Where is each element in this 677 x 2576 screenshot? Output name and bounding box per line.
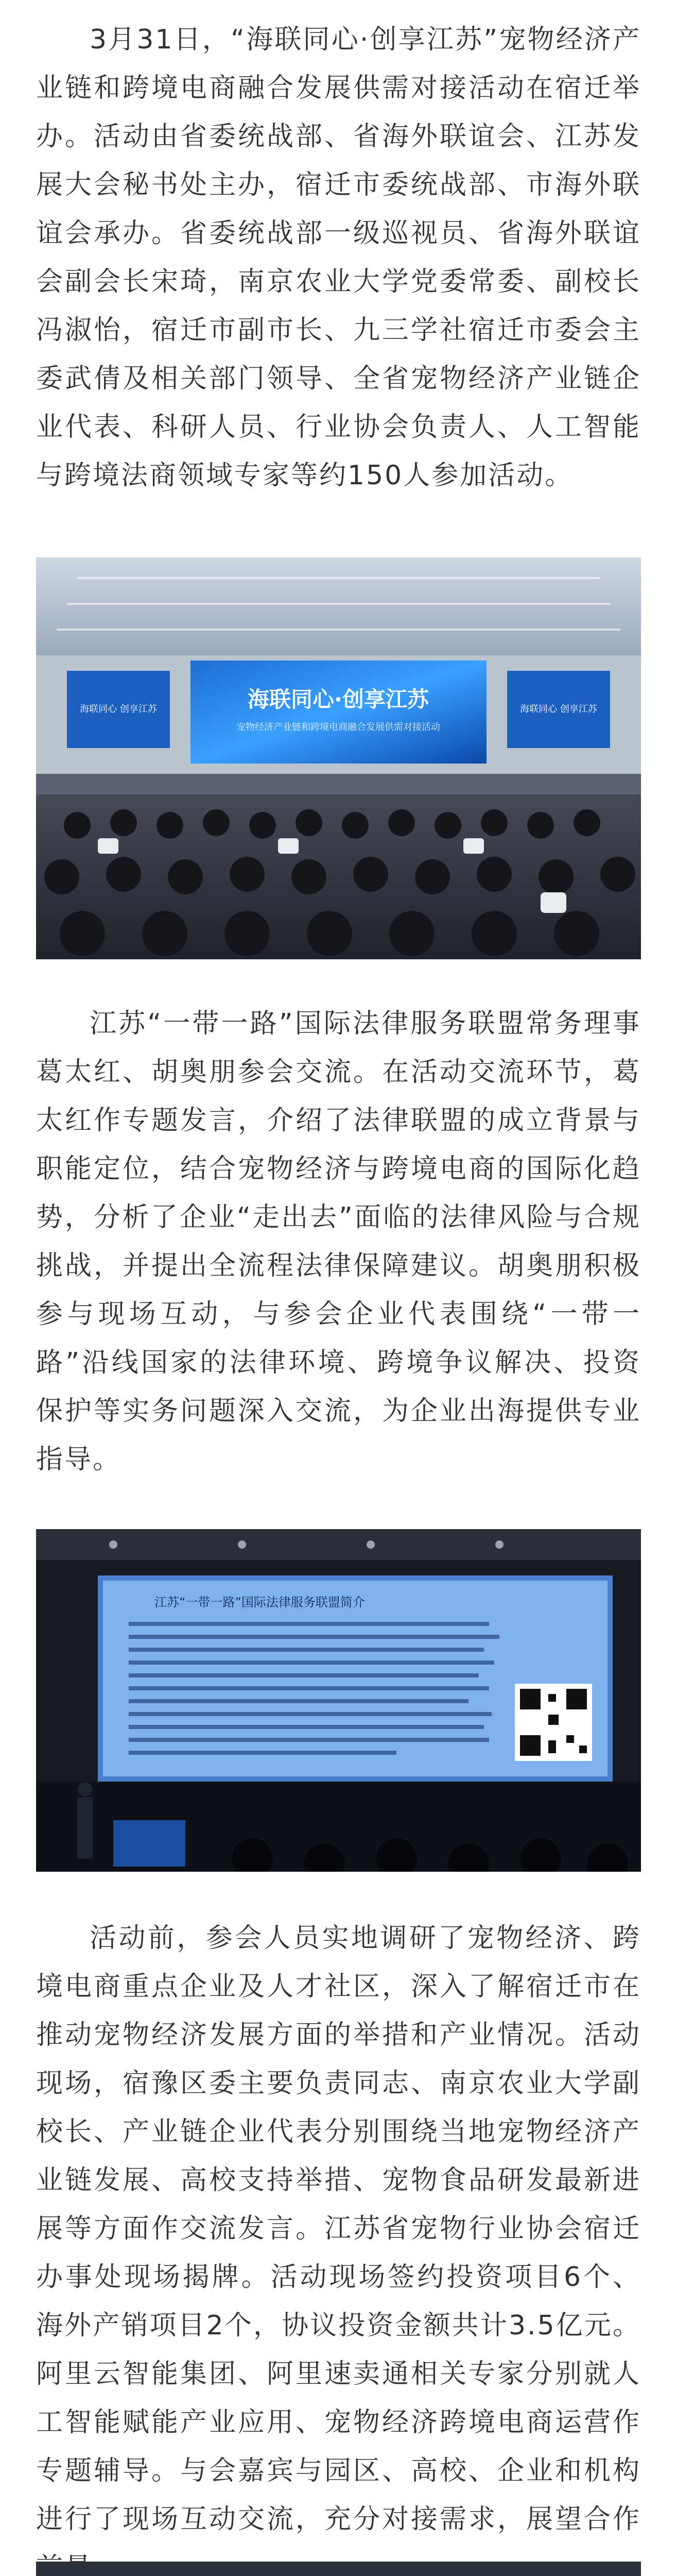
presentation-screen-photo bbox=[36, 1529, 641, 1872]
event-hall-photo bbox=[36, 557, 641, 959]
side-screen-right-text: 海联同心 创享江苏 bbox=[520, 704, 597, 715]
banner-subtitle: 宠物经济产业链和跨境电商融合发展供需对接活动 bbox=[236, 722, 440, 733]
city-model-photo bbox=[36, 2562, 641, 2576]
banner-title: 海联同心·创享江苏 bbox=[248, 687, 429, 712]
side-screen-left-text: 海联同心 创享江苏 bbox=[80, 704, 157, 715]
paragraph-intro: 3月31日，“海联同心·创享江苏”宠物经济产业链和跨境电商融合发展供需对接活动在宿迁举办。活动由省委统战部、省海外联谊会、江苏发展大会秘书处主办，宿迁市委统战部、市海外联谊会承办。省委统战部一级巡视员、省海外联谊会副会长宋琦，南京农业大学党委常委、副校长冯淑怡，宿迁市副市长、九三学社宿迁市委会主委武倩及相关部门领导、全省宠物经济产业链企业代表、科研人员、行业协会负责人、人工智能与跨境法商领域专家等约150人参加活动。 bbox=[36, 24, 641, 491]
slide-title: 江苏“一带一路”国际法律服务联盟简介 bbox=[154, 1595, 365, 1609]
paragraph-activities: 活动前，参会人员实地调研了宠物经济、跨境电商重点企业及人才社区，深入了解宿迁市在推动宠物经济发展方面的举措和产业情况。活动现场，宿豫区委主要负责同志、南京农业大学副校长、产业链企业代表分别围绕当地宠物经济产业链发展、高校支持举措、宠物食品研发最新进展等方面作交流发言。江苏省宠物行业协会宿迁办事处现场揭牌。活动现场签约投资项目6个、海外产销项目2个，协议投资金额共计3.5亿元。阿里云智能集团、阿里速卖通相关专家分别就人工智能赋能产业应用、宠物经济跨境电商运营作专题辅导。与会嘉宾与园区、高校、企业和机构进行了现场互动交流，充分对接需求，展望合作 bbox=[36, 1923, 641, 2535]
paragraph-legal-alliance: 江苏“一带一路”国际法律服务联盟常务理事葛太红、胡奥朋参会交流。在活动交流环节，葛太红作专题发言，介绍了法律联盟的成立背景与职能定位，结合宠物经济与跨境电商的国际化趋势，分析了企业“走出去”面临的法律风险与合规挑战，并提出全流程法律保障建议。胡奥朋积极参与现场互动，与参会企业代表围绕“一带一路”沿线国家的法律环境、跨境争议解决、投资保护等实务问题深入交流，为企业出海提供专业指导。 bbox=[36, 1008, 641, 1475]
